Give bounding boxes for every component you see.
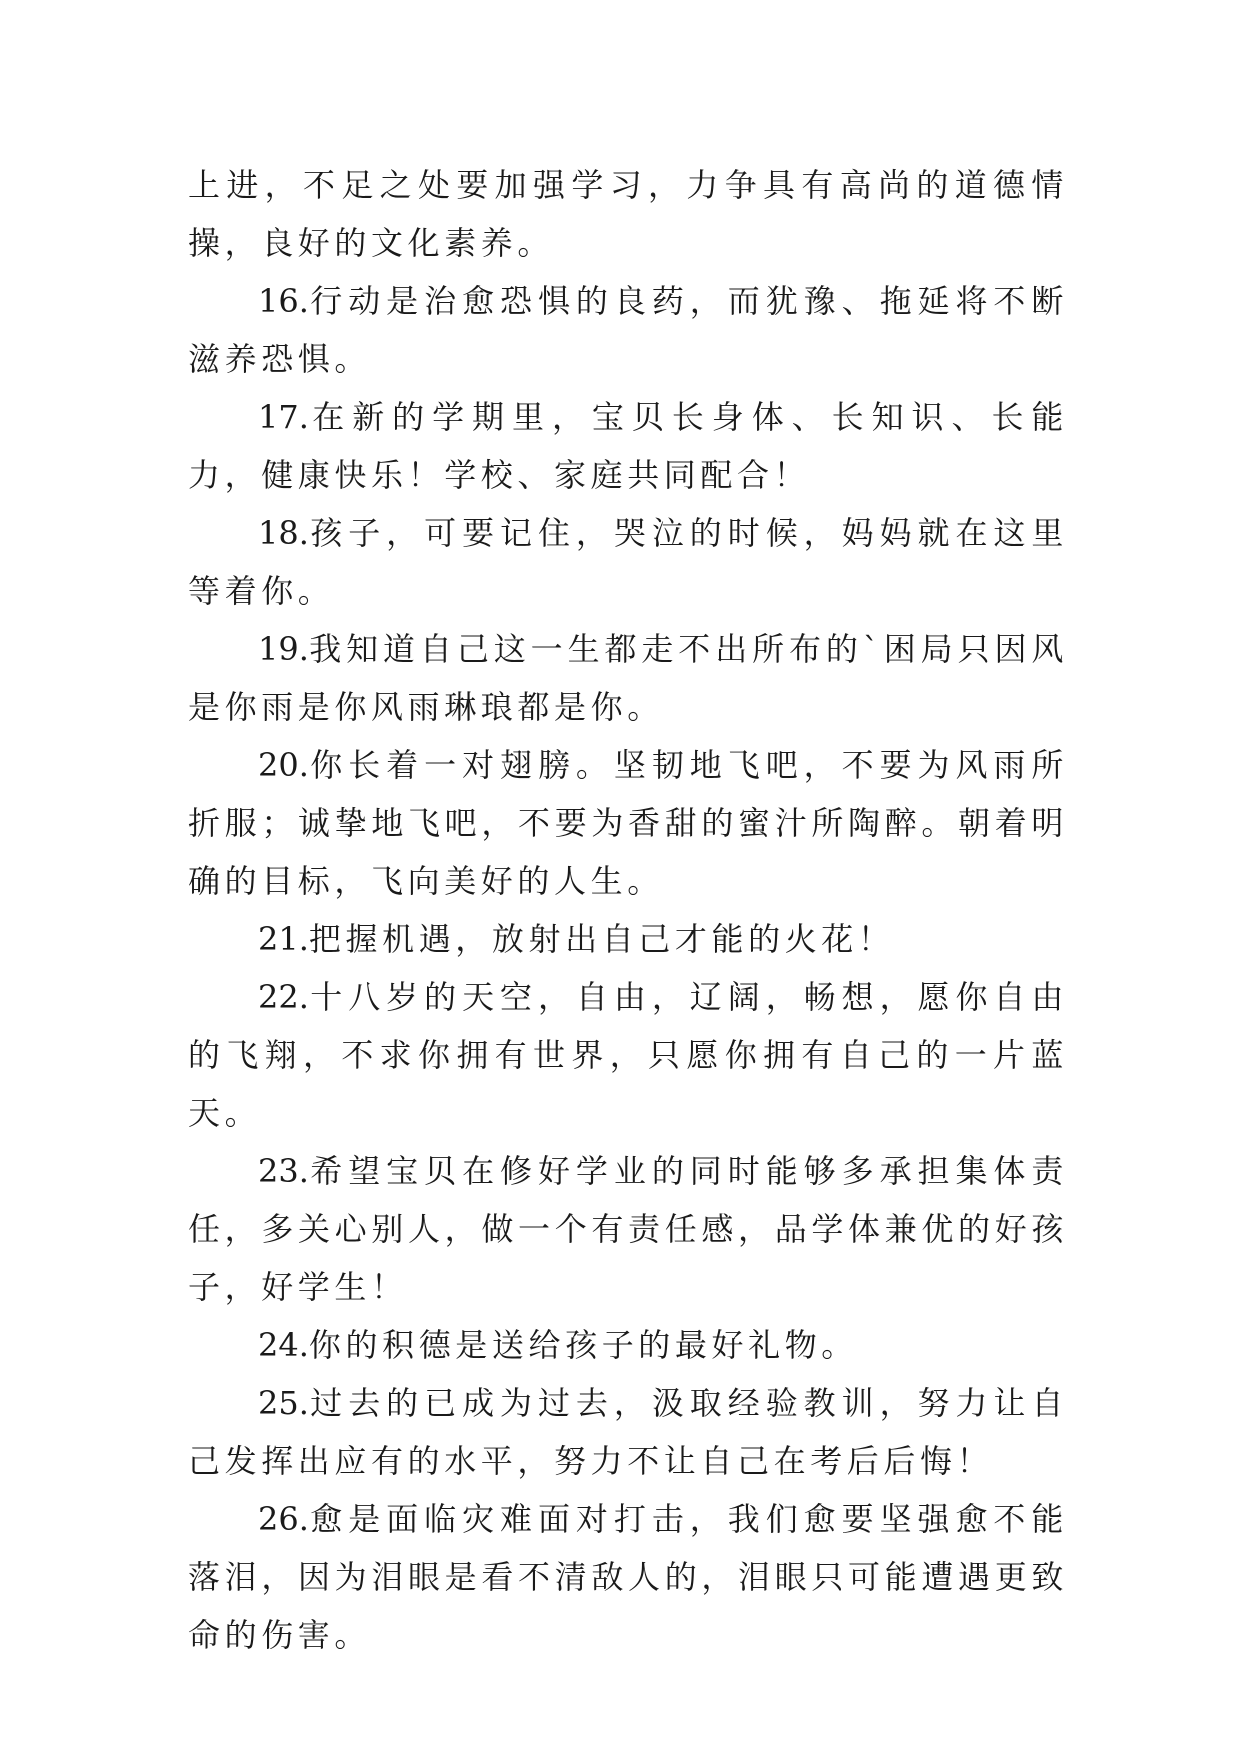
list-item-23 — [188, 1142, 1068, 1316]
item-text: 我知道自己这一生都走不出所布的`困局只因风是你雨是你风雨琳琅都是你。 — [188, 630, 1068, 726]
item-number: 25. — [258, 1384, 309, 1422]
item-number: 16. — [258, 282, 309, 320]
item-number: 19. — [258, 630, 309, 668]
item-number: 18. — [258, 514, 309, 552]
item-number: 20. — [258, 746, 309, 784]
item-number: 24. — [258, 1326, 309, 1364]
item-text: 孩子，可要记住，哭泣的时候，妈妈就在这里等着你。 — [188, 514, 1068, 610]
document-body — [188, 156, 1068, 1664]
item-number: 23. — [258, 1152, 309, 1190]
item-text: 过去的已成为过去，汲取经验教训，努力让自己发挥出应有的水平，努力不让自己在考后后悔！ — [188, 1384, 1068, 1480]
item-text: 十八岁的天空，自由，辽阔，畅想，愿你自由的飞翔，不求你拥有世界，只愿你拥有自己的一片蓝天。 — [188, 978, 1068, 1132]
list-item-26 — [188, 1490, 1068, 1664]
item-number: 22. — [258, 978, 309, 1016]
list-item-19 — [188, 620, 1068, 736]
item-text: 你的积德是送给孩子的最好礼物。 — [308, 1326, 858, 1364]
item-text: 把握机遇，放射出自己才能的火花！ — [308, 920, 895, 958]
item-number: 21. — [258, 920, 309, 958]
list-item-16 — [188, 272, 1068, 388]
item-number: 26. — [258, 1500, 309, 1538]
paragraph-continuation — [188, 156, 1068, 272]
list-item-21 — [188, 910, 1068, 968]
list-item-22 — [188, 968, 1068, 1142]
item-text: 希望宝贝在修好学业的同时能够多承担集体责任，多关心别人，做一个有责任感，品学体兼优的好孩子，好学生！ — [188, 1152, 1068, 1306]
item-text: 你长着一对翅膀。坚韧地飞吧，不要为风雨所折服；诚挚地飞吧，不要为香甜的蜜汁所陶醉。朝着明确的目标，飞向美好的人生。 — [188, 746, 1068, 900]
item-text: 行动是治愈恐惧的良药，而犹豫、拖延将不断滋养恐惧。 — [188, 282, 1068, 378]
list-item-18 — [188, 504, 1068, 620]
item-number: 17. — [258, 398, 309, 436]
paragraph-text: 上进，不足之处要加强学习，力争具有高尚的道德情操，良好的文化素养。 — [188, 166, 1068, 262]
list-item-25 — [188, 1374, 1068, 1490]
list-item-24 — [188, 1316, 1068, 1374]
item-text: 在新的学期里，宝贝长身体、长知识、长能力，健康快乐！学校、家庭共同配合！ — [188, 398, 1068, 494]
list-item-20 — [188, 736, 1068, 910]
list-item-17 — [188, 388, 1068, 504]
item-text: 愈是面临灾难面对打击，我们愈要坚强愈不能落泪，因为泪眼是看不清敌人的，泪眼只可能遭遇更致命的伤害。 — [188, 1500, 1068, 1654]
